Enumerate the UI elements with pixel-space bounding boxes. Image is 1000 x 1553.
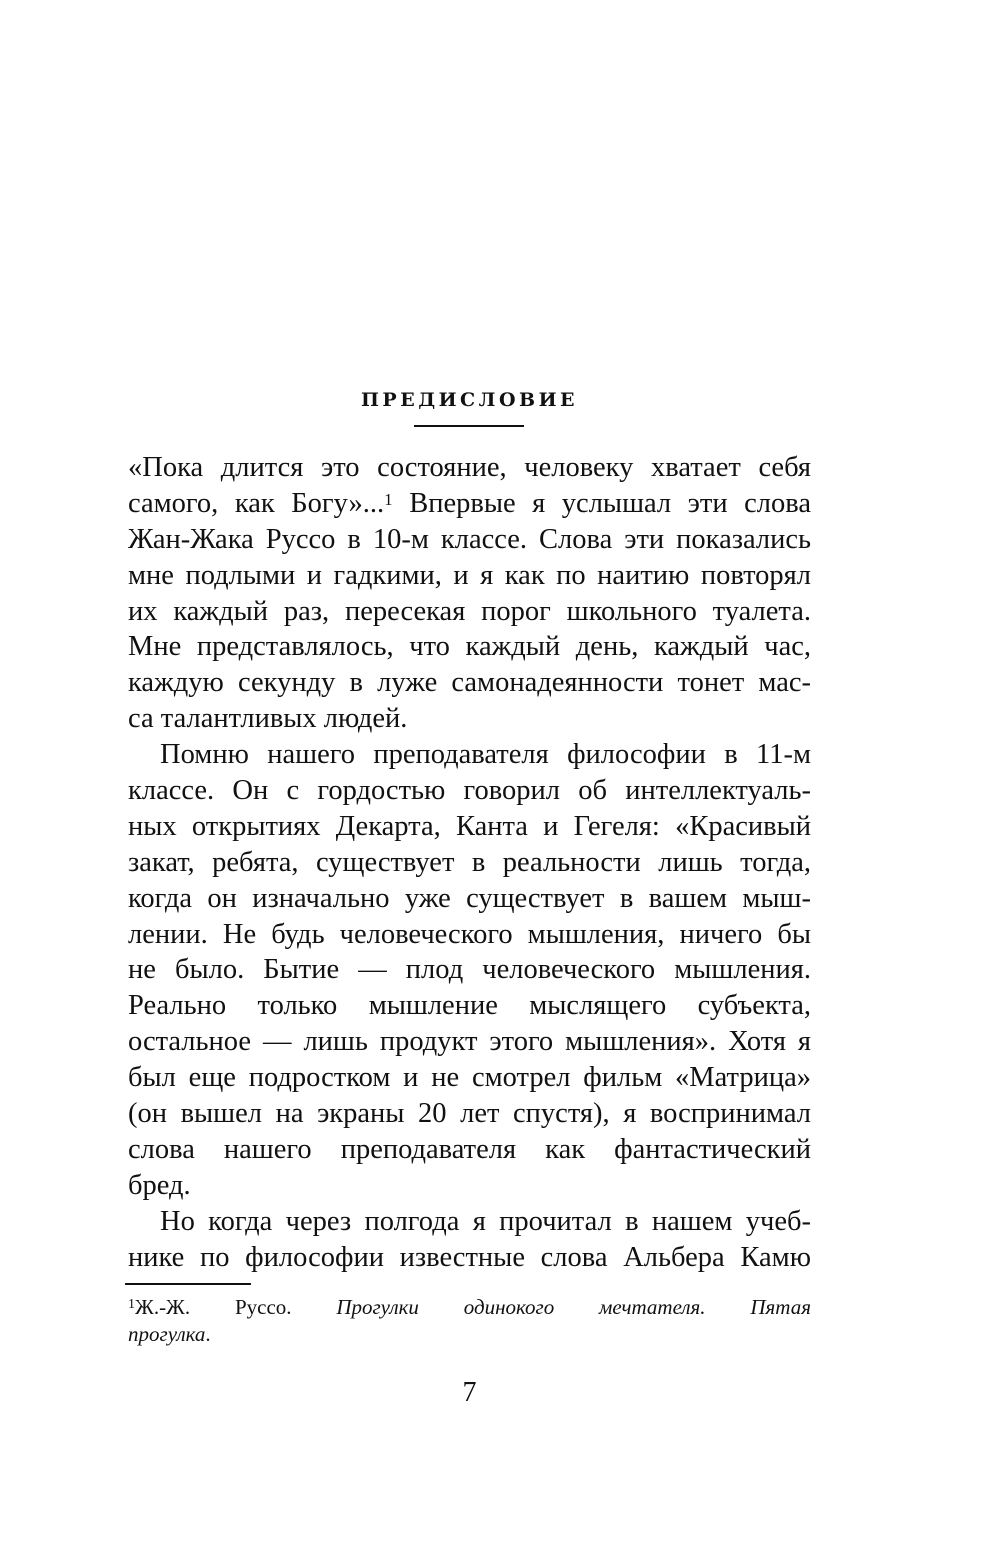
text-line: нике по философии известные слова Альбера Камю (128, 1241, 811, 1273)
chapter-heading: ПРЕДИСЛОВИЕ (360, 389, 579, 411)
footnote-reference[interactable]: 1 (384, 489, 393, 509)
text-line: Но когда через полгода я прочитал в нашем учеб- (160, 1205, 811, 1237)
text-line: Помню нашего преподавателя философии в 11-м (160, 739, 811, 771)
text-line (128, 486, 811, 522)
footnote-title: Прогулки одинокого мечтателя. Пятая (336, 1295, 811, 1319)
text-line: закат, ребята, существует в реальности лишь тогда, (128, 846, 811, 878)
text-line: остальное — лишь продукт этого мышления». Хотя я (128, 1026, 811, 1058)
text-line: бред. (128, 1169, 191, 1201)
text-line: Реально только мышление мыслящего субъекта, (128, 990, 811, 1022)
text-line: лении. Не будь человеческого мышления, ничего бы (128, 918, 811, 950)
body-text (128, 450, 811, 1275)
footnote-line (128, 1294, 811, 1321)
text-line: был еще подростком и не смотрел фильм «Матрица» (128, 1062, 811, 1094)
footnote-line (128, 1321, 811, 1348)
footnote-number: 1 (128, 1297, 135, 1312)
text-line: мне подлыми и гадкими, и я как по наитию повторял (128, 559, 811, 591)
text-line: Мне представлялось, что каждый день, каждый час, (128, 631, 811, 663)
text-line: каждую секунду в луже самонадеянности тонет мас- (128, 667, 811, 699)
text-line: ных открытиях Декарта, Канта и Гегеля: «Красивый (128, 810, 811, 842)
footnote-title: прогулка (128, 1322, 206, 1346)
text-line: их каждый раз, пересекая порог школьного туалета. (128, 595, 811, 627)
footnote-author: Ж.-Ж. Руссо. (135, 1295, 337, 1319)
text-line: когда он изначально уже существует в вашем мыш- (128, 882, 811, 914)
text-line: не было. Бытие — плод человеческого мышления. (128, 954, 811, 986)
footnote-end: . (205, 1322, 211, 1346)
text-fragment: самого, как Богу»... (128, 487, 385, 519)
footnote (128, 1294, 811, 1348)
page-number: 7 (462, 1377, 477, 1408)
text-line: са талантливых людей. (128, 703, 408, 735)
text-fragment: Впервые я услышал эти слова (392, 487, 812, 519)
heading-underline (414, 425, 524, 427)
text-line: Жан-Жака Руссо в 10-м классе. Слова эти показались (128, 523, 811, 555)
text-line: «Пока длится это состояние, человеку хватает себя (128, 452, 811, 483)
text-line: слова нашего преподавателя как фантастический (128, 1133, 811, 1165)
text-line: классе. Он с гордостью говорил об интеллектуаль- (128, 775, 811, 807)
text-line: (он вышел на экраны 20 лет спустя), я воспринимал (128, 1098, 811, 1130)
footnote-separator (125, 1283, 251, 1285)
